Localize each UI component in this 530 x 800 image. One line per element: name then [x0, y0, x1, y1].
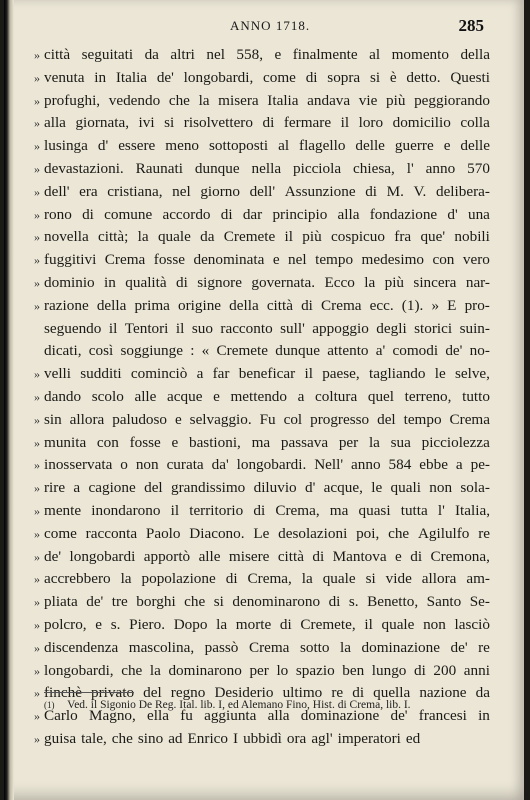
- line-text: come racconta Paolo Diacono. Le desolazioni poi, che Agilulfo re: [44, 524, 490, 542]
- quote-mark: [34, 318, 44, 341]
- line-text: seguendo il Tentori il suo racconto sull' appoggio degli storici suin-: [44, 319, 490, 337]
- line-text: sin allora paludoso e selvaggio. Fu col progresso del tempo Crema: [44, 410, 490, 428]
- line-text: dell' era cristiana, nel giorno dell' Assunzione di M. V. delibera-: [44, 182, 490, 200]
- line-text: profughi, vedendo che la misera Italia andava vie più peggiorando: [44, 91, 490, 109]
- text-line: [34, 158, 490, 181]
- quote-mark: »: [34, 48, 40, 62]
- text-line: [34, 409, 490, 432]
- footnote-rule: [44, 692, 134, 693]
- line-text: città seguitati da altri nel 558, e finalmente al momento della: [44, 46, 490, 63]
- line-text: dicati, così soggiunge : « Cremete dunque attento a' comodi de' no-: [44, 342, 490, 360]
- text-line: [34, 500, 490, 523]
- quote-mark: »: [34, 595, 40, 610]
- text-line: [34, 67, 490, 90]
- quote-mark: »: [34, 458, 40, 473]
- quote-mark: »: [34, 93, 40, 108]
- quote-mark: »: [34, 298, 40, 313]
- text-line: [34, 90, 490, 113]
- line-text: razione della prima origine della città di Crema ecc. (1). » E pro-: [44, 296, 490, 314]
- quote-mark: »: [34, 230, 40, 245]
- book-page: [4, 0, 524, 800]
- text-line: [34, 454, 490, 477]
- text-line: [34, 44, 490, 67]
- quote-mark: »: [34, 139, 40, 154]
- body-text: [34, 44, 490, 751]
- running-head: [4, 18, 524, 38]
- quote-mark: »: [34, 663, 40, 678]
- line-text: lusinga d' essere meno sottoposti al flagello delle guerre e delle: [44, 137, 490, 155]
- footnote-text: Ved. il Sigonio De Reg. Ital. lib. I, ed Alemano Fino, Hist. di Crema, lib. I.: [67, 699, 411, 711]
- quote-mark: »: [34, 116, 40, 131]
- quote-mark: »: [34, 572, 40, 587]
- running-head-title: [230, 18, 310, 34]
- quote-mark: »: [34, 70, 40, 85]
- line-text: mente inondarono il territorio di Crema, ma quasi tutta l' Italia,: [44, 501, 490, 519]
- text-line: [34, 226, 490, 249]
- text-line: [34, 660, 490, 683]
- text-line: [34, 614, 490, 637]
- text-line: [34, 135, 490, 158]
- text-line: [34, 386, 490, 409]
- page-gutter-shadow: [4, 0, 14, 800]
- quote-mark: »: [34, 686, 40, 701]
- quote-mark: »: [34, 253, 40, 268]
- text-line: [34, 295, 490, 318]
- line-text: discendenza mascolina, passò Crema sotto la dominazione de' re: [44, 638, 490, 656]
- line-text: rire a cagione del grandissimo diluvio d' acque, le quali non sola-: [44, 479, 490, 497]
- quote-mark: »: [34, 640, 40, 655]
- quote-mark: »: [34, 731, 40, 746]
- quote-mark: »: [34, 709, 40, 724]
- line-text: fuggitivi Crema fosse denominata e nel tempo medesimo con vero: [44, 251, 490, 269]
- line-text: dando scolo alle acque e mettendo a coltura quel terreno, tutto: [44, 387, 490, 405]
- quote-mark: »: [34, 275, 40, 290]
- quote-mark: [34, 340, 44, 363]
- line-text: pliata de' tre borghi che si denominarono di s. Benetto, Santo Se-: [44, 593, 490, 611]
- quote-mark: »: [34, 435, 40, 450]
- text-line: [34, 432, 490, 455]
- quote-mark: »: [34, 481, 40, 496]
- text-line: [34, 546, 490, 569]
- line-text: venuta in Italia de' longobardi, come di sopra si è detto. Questi: [44, 68, 490, 86]
- quote-mark: »: [34, 526, 40, 541]
- quote-mark: »: [34, 412, 40, 427]
- quote-mark: »: [34, 161, 40, 176]
- quote-mark: »: [34, 503, 40, 518]
- line-text: alla giornata, ivi si risolvettero di fermare il loro domicilio colla: [44, 114, 490, 132]
- text-line: [34, 272, 490, 295]
- footnote-mark: (1): [44, 700, 55, 710]
- text-line: [34, 637, 490, 660]
- line-text: accrebbero la popolazione di Crema, la quale si vide allora am-: [44, 570, 490, 588]
- line-text: rono di comune accordo di dar principio alla fondazione d' una: [44, 205, 490, 223]
- line-text: dominio in qualità di signore governata. Ecco la più sincera nar-: [44, 273, 490, 291]
- text-line: [34, 523, 490, 546]
- text-line: [34, 363, 490, 386]
- page-number: 285: [458, 16, 484, 35]
- line-text: longobardi, che la dominarono per lo spazio ben lungo di 200 anni: [44, 661, 490, 679]
- quote-mark: »: [34, 549, 40, 564]
- text-line: [34, 204, 490, 227]
- line-text: Carlo Magno, ella fu aggiunta alla dominazione de' francesi in: [44, 707, 490, 725]
- text-line: [34, 477, 490, 500]
- line-text: polcro, e s. Piero. Dopo la morte di Cremete, il quale non lasciò: [44, 615, 490, 633]
- line-text: munita con fosse e bastioni, ma passava per la sua picciolezza: [44, 433, 490, 451]
- text-line: [34, 591, 490, 614]
- text-line: [34, 112, 490, 135]
- text-line: [34, 728, 490, 751]
- quote-mark: »: [34, 389, 40, 404]
- year-label: ANNO: [230, 18, 272, 33]
- line-text: inosservata o non curata da' longobardi. Nell' anno 584 ebbe a pe-: [44, 456, 490, 474]
- text-line: [34, 181, 490, 204]
- footnote: [44, 699, 484, 711]
- text-line: [34, 568, 490, 591]
- text-line: [34, 340, 490, 363]
- line-text: guisa tale, che sino ad Enrico I ubbidì ora agl' imperatori ed: [44, 729, 421, 747]
- text-line: [34, 249, 490, 272]
- line-text: devastazioni. Raunati dunque nella picciola chiesa, l' anno 570: [44, 159, 490, 177]
- line-text: velli sudditi cominciò a far beneficar il paese, tagliando le selve,: [44, 365, 490, 383]
- line-text: finchè privato del regno Desiderio ultimo re di quella nazione da: [44, 684, 490, 702]
- year: 1718.: [275, 18, 311, 33]
- text-line: [34, 318, 490, 341]
- quote-mark: »: [34, 617, 40, 632]
- quote-mark: »: [34, 207, 40, 222]
- line-text: de' longobardi apportò alle misere città di Mantova e di Cremona,: [44, 547, 490, 565]
- quote-mark: »: [34, 367, 40, 382]
- quote-mark: »: [34, 184, 40, 199]
- line-text: novella città; la quale da Cremete il più cospicuo fra que' nobili: [44, 228, 490, 246]
